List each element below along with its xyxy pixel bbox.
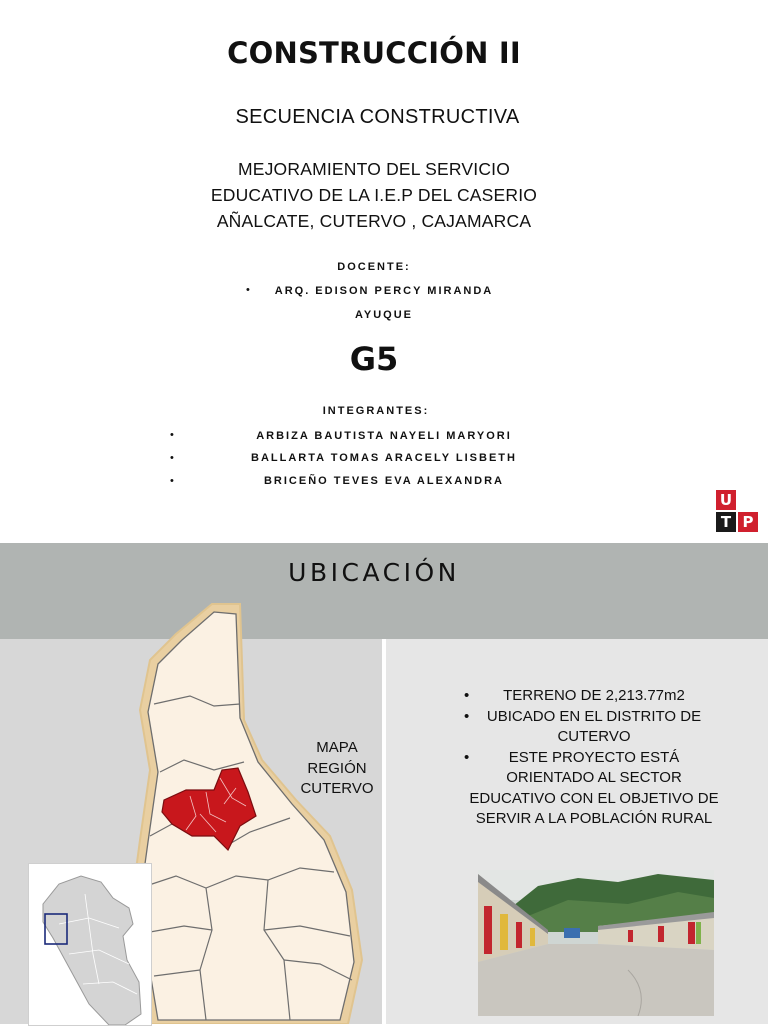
project-line: AÑALCATE, CUTERVO , CAJAMARCA (216, 211, 532, 231)
list-bullet: • (170, 452, 174, 464)
member-name: BRICEÑO TEVES EVA ALEXANDRA (263, 475, 504, 487)
docente-name-line1: ARQ. EDISON PERCY MIRANDA (274, 285, 494, 297)
list-bullet: • (464, 748, 470, 766)
map-label-line: REGIÓN (307, 759, 367, 777)
map-label-line: CUTERVO (300, 780, 374, 797)
integrantes-label: INTEGRANTES: (322, 405, 430, 417)
list-item (456, 686, 732, 707)
group-code: G5 (349, 340, 399, 378)
info-item-text: UBICADO EN EL DISTRITO DE CUTERVO (486, 707, 702, 745)
utp-logo (716, 490, 760, 534)
project-title (0, 156, 748, 234)
list-bullet: • (246, 284, 250, 296)
map-label-line: MAPA (316, 739, 358, 756)
project-line: EDUCATIVO DE LA I.E.P DEL CASERIO (210, 185, 538, 205)
info-item-text: ESTE PROYECTO ESTÁ ORIENTADO AL SECTOR EDUCATIVO CON EL OBJETIVO DE SERVIR A LA POBLACIÓN RURAL (469, 748, 719, 827)
list-bullet: • (464, 707, 470, 725)
map-label (292, 738, 382, 800)
info-list (456, 686, 732, 830)
logo-letter: T (716, 512, 736, 532)
docente-name-line2: AYUQUE (354, 309, 414, 321)
peru-inset-map (28, 863, 152, 1026)
section-title: UBICACIÓN (288, 558, 460, 587)
list-bullet: • (464, 687, 470, 704)
logo-letter: P (738, 512, 758, 532)
project-line: MEJORAMIENTO DEL SERVICIO (237, 159, 511, 179)
list-item (456, 748, 732, 830)
school-photo (478, 870, 714, 1016)
peru-map-icon (29, 864, 151, 1025)
page-subtitle: SECUENCIA CONSTRUCTIVA (235, 106, 520, 128)
member-name: ARBIZA BAUTISTA NAYELI MARYORI (256, 430, 512, 442)
list-item (456, 707, 732, 748)
info-item-text: TERRENO DE 2,213.77m2 (503, 687, 685, 704)
page-title: CONSTRUCCIÓN II (227, 36, 521, 70)
member-name: BALLARTA TOMAS ARACELY LISBETH (251, 452, 517, 464)
list-bullet: • (170, 429, 174, 441)
logo-letter: U (716, 490, 736, 510)
list-bullet: • (170, 475, 174, 487)
docente-label: DOCENTE: (337, 261, 411, 273)
